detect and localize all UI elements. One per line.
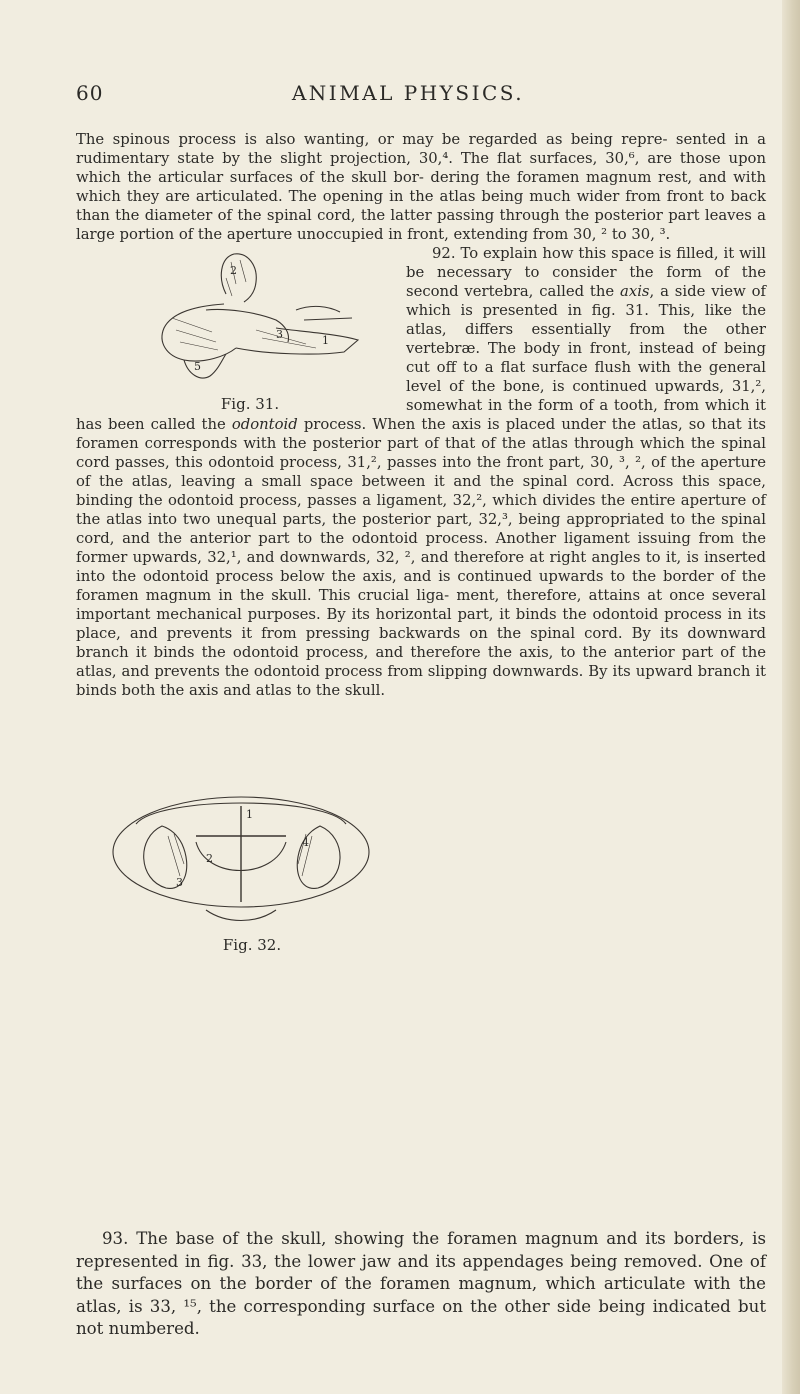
running-title: ANIMAL PHYSICS. — [291, 81, 525, 105]
main-text — [76, 130, 766, 700]
odontoid-term: odontoid — [231, 416, 298, 433]
fig31-label-1: 1 — [322, 334, 329, 347]
atlas-ligaments-illustration — [76, 784, 406, 932]
main-text-large — [76, 1228, 766, 1341]
axis-term: axis — [620, 283, 650, 300]
figure-32-caption: Fig. 32. — [222, 936, 282, 954]
paragraph-93: 93. The base of the skull, showing the foramen magnum and its borders, is represented in fig. 33, the lower jaw and its appendages being removed. One of the surfaces on the border of the foramen magnum, which articulate with the atlas, is 33, ¹⁵, the corresponding surface on the other side being indicated but not numbered. — [76, 1229, 766, 1338]
figure-32-holder — [76, 780, 406, 954]
fig31-label-2: 2 — [230, 264, 237, 277]
page-header — [76, 81, 740, 111]
fig32-label-4: 4 — [302, 836, 309, 849]
fig31-label-5: 5 — [194, 360, 201, 373]
fig31-label-3: 3 — [276, 328, 283, 341]
fig32-label-3: 3 — [176, 876, 183, 889]
figure-32 — [76, 784, 406, 954]
figure-31 — [76, 248, 406, 413]
paragraph-91: The spinous process is also wanting, or may be regarded as being repre- sented in a rudimentary state by the slight projection, 30,⁴. The flat surfaces, 30,⁶, are those upon which the articular surfaces of the skull bor- dering the foramen magnum rest, and with which they are articulated. The opening in the atlas being much wider from front to back than the diameter of the spinal cord, the latter passing through the posterior part leaves a large portion of the aperture unoccupied in front, extending from 30, ² to 30, ³. — [76, 131, 766, 243]
page-number: 60 — [76, 81, 104, 105]
fig32-label-2: 2 — [206, 852, 213, 865]
figure-31-caption: Fig. 31. — [220, 395, 280, 413]
axis-vertebra-illustration — [76, 248, 406, 390]
fig32-label-1: 1 — [246, 808, 253, 821]
page-edge — [782, 0, 800, 1394]
paragraph-92: 92. To explain how this space is filled, it will be necessary to consider the form of the second vertebra, called the axis, a side view of which is presented in fig. 31. This, like the atlas, differs essentially from the other vertebræ. The body in front, instead of being cut off to a flat surface flush with the general level of the bone, is continued upwards, 31,², somewhat in the form of a tooth, from which it has been called the odontoid process. When the axis is placed under the atlas, so that its foramen corresponds with the posterior part of that of the atlas through which the spinal cord passes, this odontoid process, 31,², passes into the front part, 30, ³, ², of the aperture of the atlas, leaving a small space between it and the spinal cord. Across this space, binding the odontoid process, passes a ligament, 32,², which divides the entire aperture of the atlas into two unequal parts, the posterior part, 32,³, being appropriated to the spinal cord, and the anterior part to the odontoid process. Another ligament issuing from the former upwards, 32,¹, and downwards, 32, ², and therefore at right angles to it, is inserted into the odontoid process below the axis, and is continued upwards to the border of the foramen magnum in the skull. This crucial liga- ment, therefore, attains at once several important mechanical purposes. By its horizontal part, it binds the odontoid process in its place, and prevents it from pressing backwards on the spinal cord. By its downward branch it binds the odontoid process, and therefore the axis, to the anterior part of the atlas, and prevents the odontoid process from slipping downwards. By its upward branch it binds both the axis and atlas to the skull. — [76, 245, 766, 699]
